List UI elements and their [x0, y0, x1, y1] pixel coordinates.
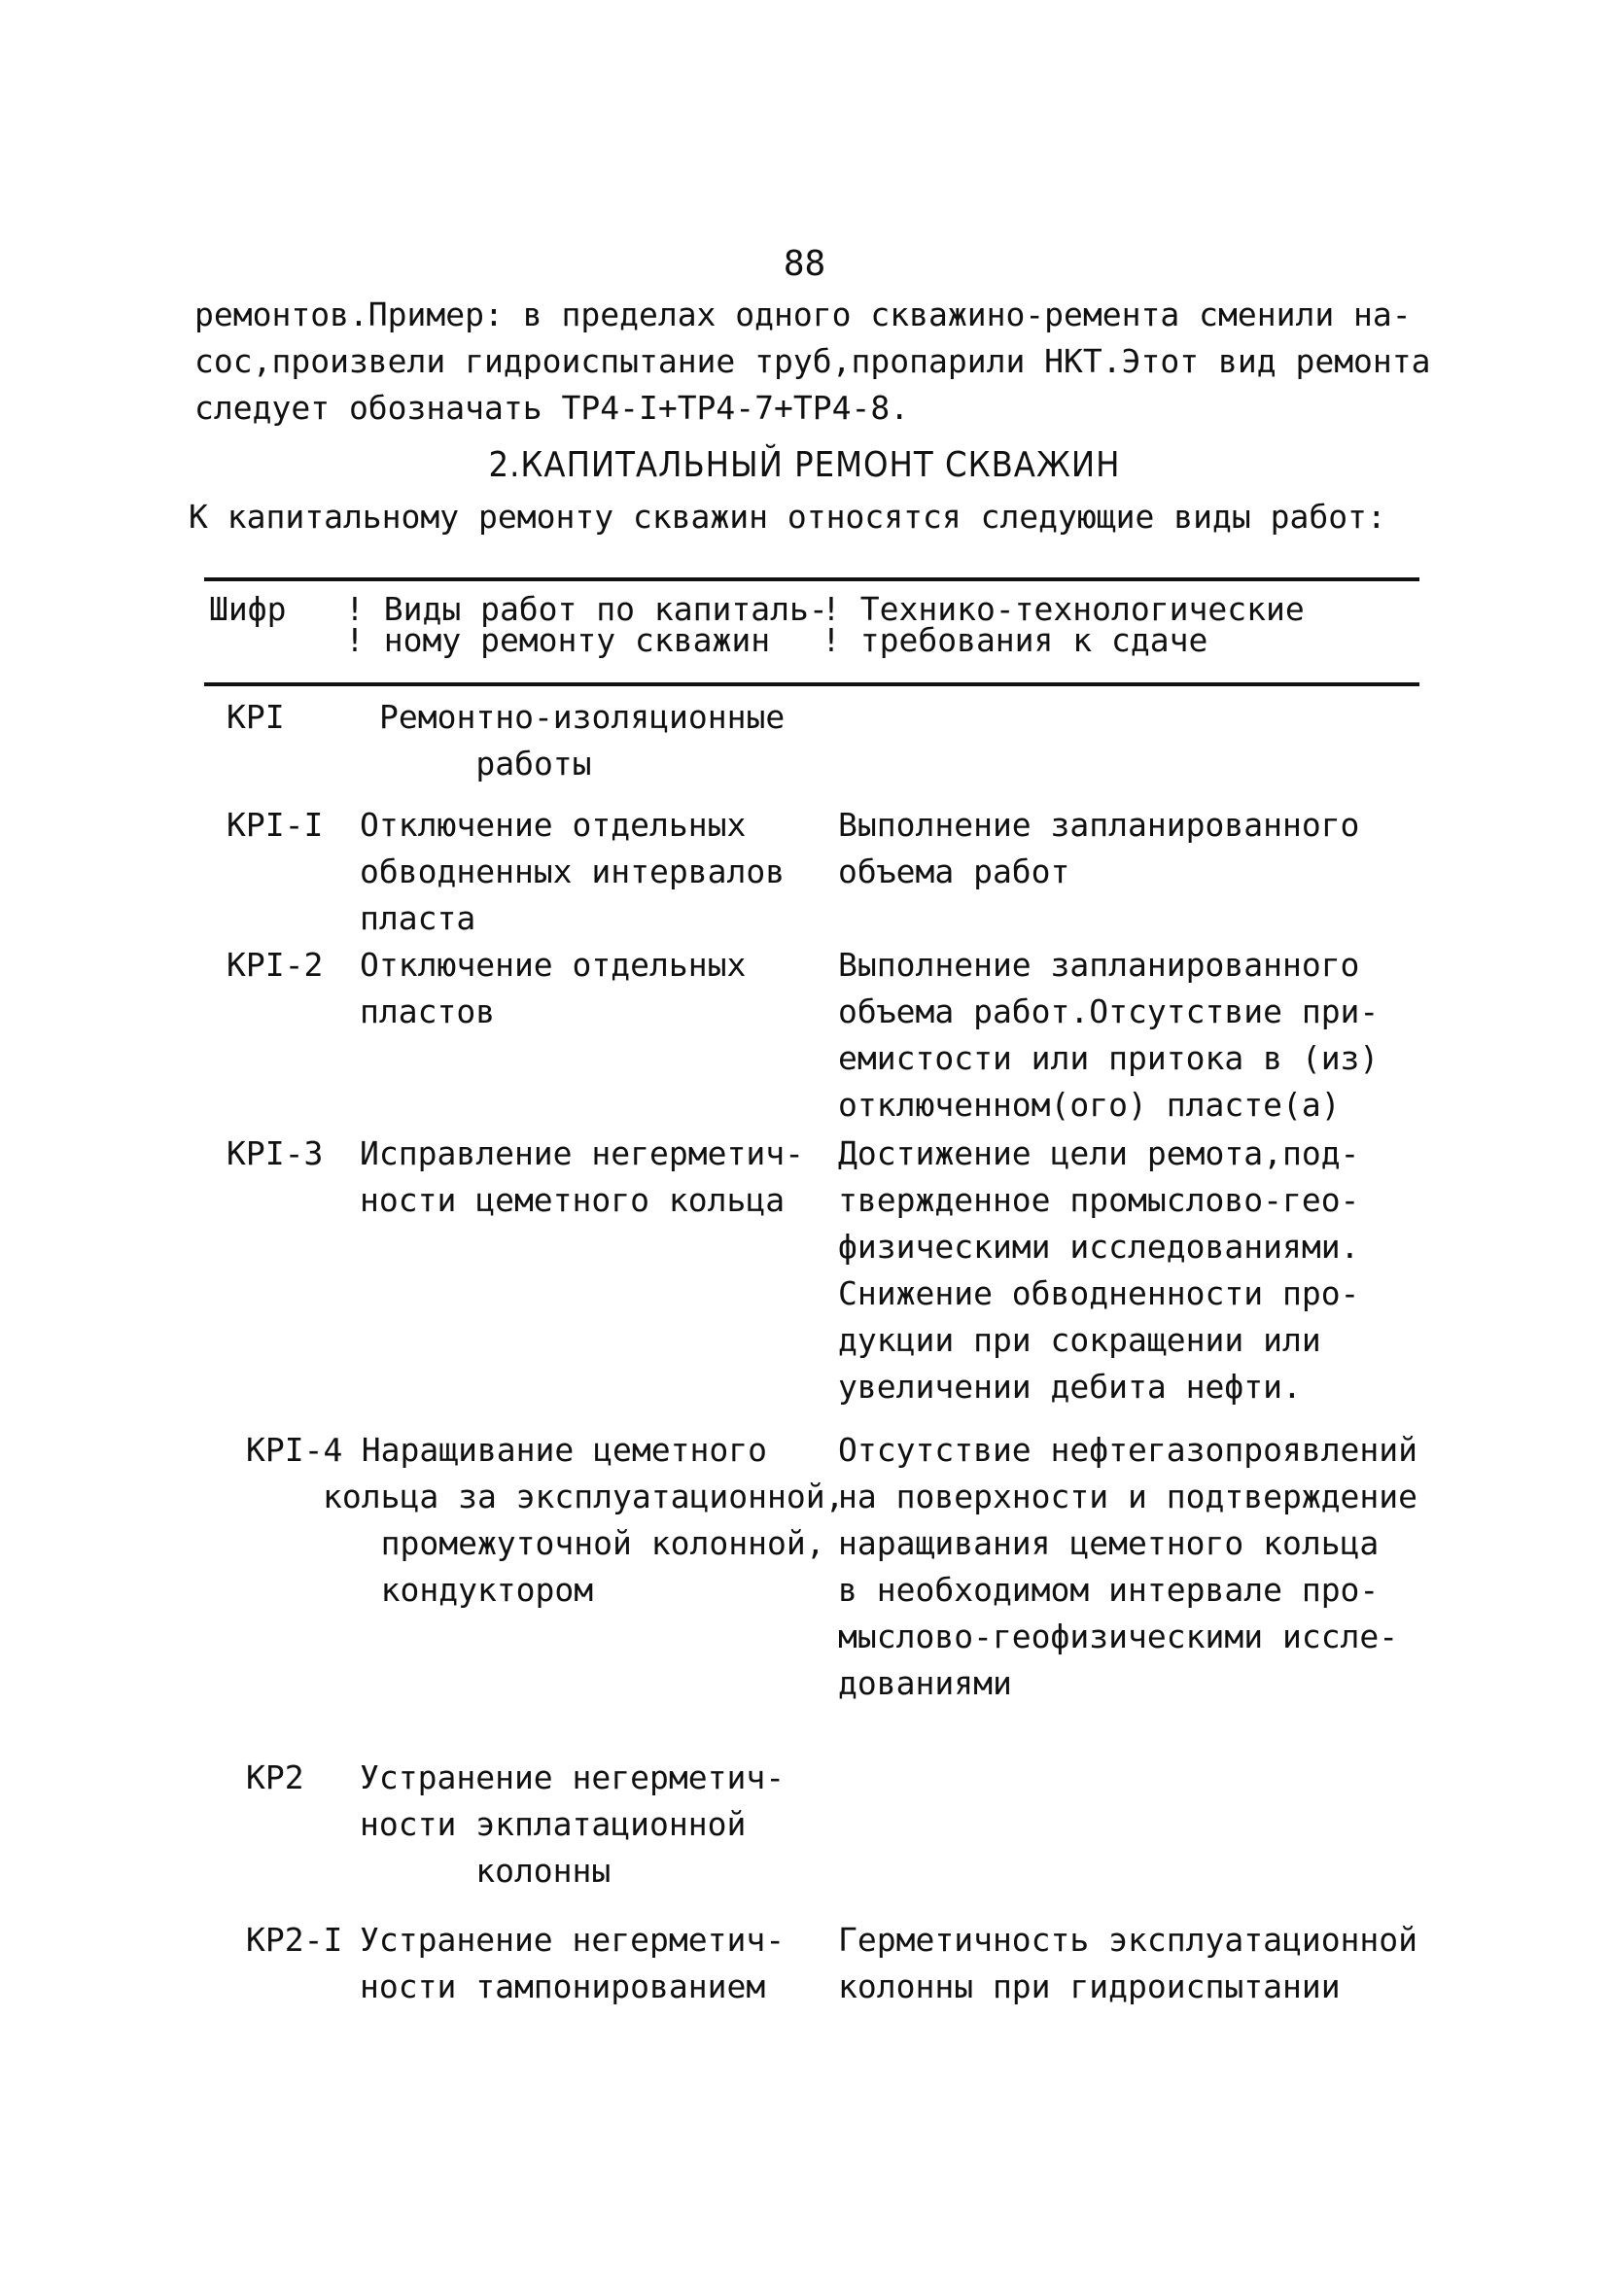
table-row-req: Выполнение запланированного объема работ — [838, 806, 1360, 890]
header-req-line1: ! Технико-технологические — [822, 590, 1305, 628]
table-row-work: Устранение негерметич- ности тампонированием — [360, 1921, 786, 2005]
table-row-code: КРI-3 — [227, 1134, 324, 1172]
table-row-req: Выполнение запланированного объема работ.Отсутствие при- емистости или притока в (из) отключенном(ого) пласте(а) — [838, 946, 1380, 1124]
section-intro: К капитальному ремонту скважин относятся следующие виды работ: — [189, 498, 1386, 536]
table-header-rule — [204, 682, 1419, 686]
table-row-work: Отключение отдельных пластов — [360, 946, 747, 1030]
page-number: 88 — [783, 244, 826, 284]
table-row-req: Достижение цели ремота,под- твержденное промыслово-гео- физическими исследованиями. Снижение обводненности про- дукции при сокращении или увеличении дебита нефти. — [838, 1134, 1360, 1406]
table-row-work: Устранение негерметич- ности экплатационной колонны — [360, 1758, 786, 1890]
table-row-code: КРI — [227, 698, 285, 736]
header-code: Шифр — [209, 590, 287, 628]
table-row-code: КР2-I — [246, 1921, 343, 1959]
table-row-req: Отсутствие нефтегазопроявлений на поверхности и подтверждение наращивания цеметного кольца в необходимом интервале про- мыслово-геофизическими иссле- дованиями — [838, 1431, 1418, 1702]
table-row-work: Ремонтно-изоляционные работы — [379, 698, 786, 783]
intro-line-3: следует обозначать ТР4-I+ТР4-7+ТР4-8. — [194, 389, 910, 427]
table-top-rule — [204, 577, 1419, 581]
intro-line-1: ремонтов.Пример: в пределах одного скважино-ремента сменили на- — [194, 296, 1412, 333]
table-row-work: Отключение отдельных обводненных интервалов пласта — [360, 806, 786, 937]
intro-line-2: сос,произвели гидроиспытание труб,пропарили НКТ.Этот вид ремонта — [194, 342, 1431, 380]
header-req-line2: ! требования к сдаче — [822, 621, 1208, 659]
table-row-code: КР2 — [246, 1758, 304, 1796]
table-row-req: Герметичность эксплуатационной колонны при гидроиспытании — [838, 1921, 1418, 2005]
header-work-line1: ! Виды работ по капиталь- — [345, 590, 828, 628]
table-row-code: КРI-2 — [227, 946, 324, 984]
table-row-code: КРI-4 — [246, 1431, 343, 1469]
section-title: 2.КАПИТАЛЬНЫЙ РЕМОНТ СКВАЖИН — [488, 445, 1121, 485]
table-row-work: Исправление негерметич- ности цеметного кольца — [360, 1134, 804, 1219]
table-row-code: КРI-I — [227, 806, 324, 844]
header-work-line2: ! ному ремонту скважин — [345, 621, 771, 659]
table-row-work: Наращивание цеметного кольца за эксплуатационной, промежуточной колонной, кондуктором — [323, 1431, 845, 1609]
